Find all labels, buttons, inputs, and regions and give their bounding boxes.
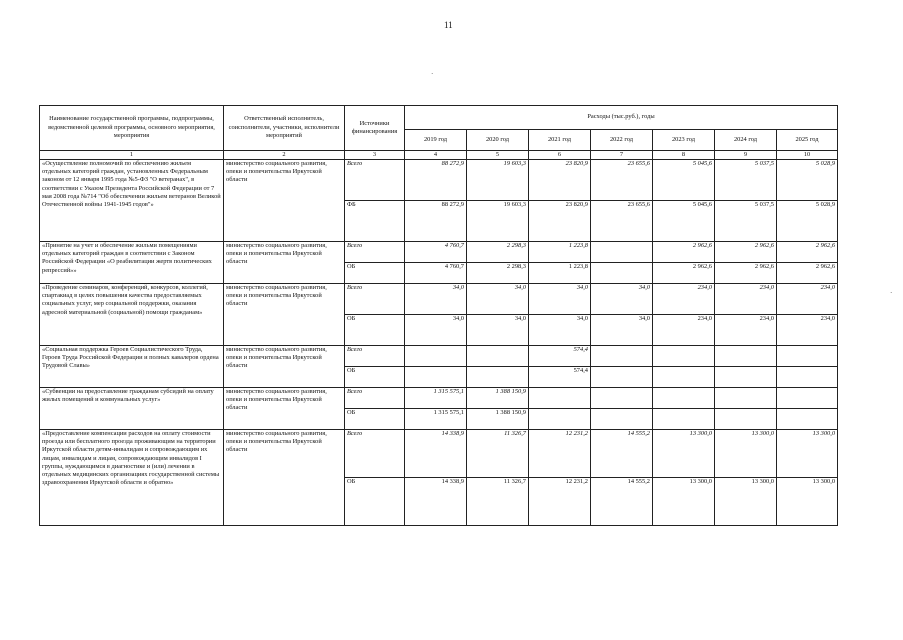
column-number: 9	[715, 151, 777, 160]
expense-budget-value: 12 231,2	[529, 478, 591, 526]
executor: министерство социального развития, опеки и попечительства Иркутской области	[224, 430, 345, 526]
expense-budget-value: 234,0	[777, 315, 838, 346]
expense-budget-value	[653, 409, 715, 430]
table-row	[40, 430, 838, 478]
expense-total-value	[777, 388, 838, 409]
table-row	[40, 160, 838, 201]
expense-budget-value: 13 300,0	[715, 478, 777, 526]
expense-budget-value	[591, 409, 653, 430]
expense-budget-value: 14 555,2	[591, 478, 653, 526]
executor: министерство социального развития, опеки и попечительства Иркутской области	[224, 388, 345, 430]
expense-total-value: 1 388 150,9	[467, 388, 529, 409]
expense-budget-value	[467, 367, 529, 388]
expense-total-value: 13 300,0	[777, 430, 838, 478]
table-row	[40, 346, 838, 367]
expense-total-value: 5 045,6	[653, 160, 715, 201]
header-expenses: Расходы (тыс.руб.), годы	[405, 106, 838, 130]
expense-total-value	[405, 346, 467, 367]
header-year: 2024 год	[715, 130, 777, 151]
expense-budget-value: 4 760,7	[405, 263, 467, 284]
expense-total-value: 2 962,6	[653, 242, 715, 263]
scan-dot-side: ·	[890, 289, 893, 297]
expense-total-value	[777, 346, 838, 367]
measure-name: «Социальная поддержка Героев Социалистического Труда, Героев Труда Российской Федерации и полных кавалеров ордена Трудовой Славы»	[40, 346, 224, 388]
funding-source-budget: ФБ	[345, 201, 405, 242]
funding-source-total: Всего	[345, 388, 405, 409]
funding-source-total: Всего	[345, 284, 405, 315]
expense-total-value: 574,4	[529, 346, 591, 367]
expense-total-value: 4 760,7	[405, 242, 467, 263]
expense-total-value	[467, 346, 529, 367]
funding-source-total: Всего	[345, 346, 405, 367]
expense-budget-value	[777, 367, 838, 388]
funding-source-budget: ОБ	[345, 409, 405, 430]
expense-total-value: 23 820,9	[529, 160, 591, 201]
expense-budget-value: 2 962,6	[777, 263, 838, 284]
expense-budget-value: 5 028,9	[777, 201, 838, 242]
expense-total-value: 19 603,3	[467, 160, 529, 201]
expense-budget-value	[529, 409, 591, 430]
expense-budget-value: 14 338,9	[405, 478, 467, 526]
scan-dot: ·	[431, 70, 434, 78]
expense-total-value: 14 555,2	[591, 430, 653, 478]
expense-total-value: 2 298,3	[467, 242, 529, 263]
expense-budget-value: 13 300,0	[777, 478, 838, 526]
expense-budget-value	[777, 409, 838, 430]
measure-name: «Предоставление компенсации расходов на оплату стоимости проезда или бесплатного проезда проживающим на территории Иркутской области детям-инвалидам и сопровождающим их лицам, инвалидам и лицам, сопровождающим инвалидов I группы, нуждающимся в диагностике и (или) лечении в отдельных медицинских организациях государственной системы здравоохранения Иркутской области и обратно»	[40, 430, 224, 526]
expense-total-value: 34,0	[467, 284, 529, 315]
expense-total-value: 1 223,8	[529, 242, 591, 263]
expense-budget-value: 34,0	[529, 315, 591, 346]
expense-total-value	[653, 346, 715, 367]
executor: министерство социального развития, опеки и попечительства Иркутской области	[224, 160, 345, 242]
expense-budget-value: 2 298,3	[467, 263, 529, 284]
expense-budget-value	[715, 409, 777, 430]
expense-budget-value: 234,0	[653, 315, 715, 346]
expense-budget-value: 1 223,8	[529, 263, 591, 284]
executor: министерство социального развития, опеки и попечительства Иркутской области	[224, 284, 345, 346]
expense-budget-value: 2 962,6	[715, 263, 777, 284]
expense-total-value: 1 315 575,1	[405, 388, 467, 409]
expense-total-value: 5 037,5	[715, 160, 777, 201]
expense-total-value	[653, 388, 715, 409]
funding-source-budget: ОБ	[345, 263, 405, 284]
table-row	[40, 388, 838, 409]
expense-budget-value: 1 315 575,1	[405, 409, 467, 430]
expense-budget-value	[405, 367, 467, 388]
expense-total-value	[529, 388, 591, 409]
expense-total-value: 34,0	[591, 284, 653, 315]
header-funding-source: Источники финансирования	[345, 106, 405, 151]
expense-budget-value: 5 037,5	[715, 201, 777, 242]
expense-budget-value	[591, 263, 653, 284]
column-number: 7	[591, 151, 653, 160]
measure-name: «Осуществление полномочий по обеспечению жильем отдельных категорий граждан, установленных Федеральным законом от 12 января 1995 года №5-ФЗ "О ветеранах", в соответствии с Указом Президента Российской Федерации от 7 мая 2008 года №714 "Об обеспечении жильем ветеранов Великой Отечественной войны 1941-1945 годов"»	[40, 160, 224, 242]
expense-budget-value: 19 603,3	[467, 201, 529, 242]
table-row	[40, 242, 838, 263]
column-number: 2	[224, 151, 345, 160]
measure-name: «Принятие на учет и обеспечение жильми помещениями отдельных категорий граждан в соответствии с Законом Российской Федерации «О реабилитации жертв политических репрессий»»	[40, 242, 224, 284]
header-year: 2020 год	[467, 130, 529, 151]
expenses-table	[39, 105, 838, 526]
column-number: 10	[777, 151, 838, 160]
expense-total-value: 2 962,6	[715, 242, 777, 263]
expense-total-value: 13 300,0	[653, 430, 715, 478]
funding-source-budget: ОБ	[345, 478, 405, 526]
expense-total-value: 234,0	[715, 284, 777, 315]
column-number: 6	[529, 151, 591, 160]
expense-total-value: 12 231,2	[529, 430, 591, 478]
column-number: 3	[345, 151, 405, 160]
expense-budget-value	[653, 367, 715, 388]
expense-total-value: 23 655,6	[591, 160, 653, 201]
header-year: 2022 год	[591, 130, 653, 151]
page-number: 11	[444, 20, 453, 30]
header-program-name: Наименование государственной программы, подпрограммы, ведомственной целевой программы, основного мероприятия, мероприятия	[40, 106, 224, 151]
expense-total-value: 234,0	[777, 284, 838, 315]
header-year: 2025 год	[777, 130, 838, 151]
measure-name: «Субвенции на предоставление гражданам субсидий на оплату жилых помещений и коммунальных услуг»	[40, 388, 224, 430]
expense-total-value: 11 326,7	[467, 430, 529, 478]
expense-budget-value: 34,0	[591, 315, 653, 346]
expense-budget-value: 88 272,9	[405, 201, 467, 242]
expense-budget-value: 234,0	[715, 315, 777, 346]
expense-budget-value: 574,4	[529, 367, 591, 388]
expense-total-value	[591, 346, 653, 367]
header-year: 2019 год	[405, 130, 467, 151]
funding-source-total: Всего	[345, 430, 405, 478]
expense-total-value	[715, 388, 777, 409]
expense-budget-value: 23 655,6	[591, 201, 653, 242]
header-year: 2021 год	[529, 130, 591, 151]
expense-total-value: 14 338,9	[405, 430, 467, 478]
header-executor: Ответственный исполнитель, соисполнители, участники, исполнители мероприятий	[224, 106, 345, 151]
funding-source-total: Всего	[345, 160, 405, 201]
column-number: 5	[467, 151, 529, 160]
expense-budget-value: 13 300,0	[653, 478, 715, 526]
expense-budget-value	[591, 367, 653, 388]
executor: министерство социального развития, опеки и попечительства Иркутской области	[224, 242, 345, 284]
expense-total-value: 34,0	[529, 284, 591, 315]
expense-budget-value: 23 820,9	[529, 201, 591, 242]
expense-total-value: 13 300,0	[715, 430, 777, 478]
expense-total-value: 5 028,9	[777, 160, 838, 201]
expense-budget-value: 2 962,6	[653, 263, 715, 284]
executor: министерство социального развития, опеки и попечительства Иркутской области	[224, 346, 345, 388]
funding-source-total: Всего	[345, 242, 405, 263]
expense-budget-value: 34,0	[467, 315, 529, 346]
expense-budget-value: 11 326,7	[467, 478, 529, 526]
expense-budget-value	[715, 367, 777, 388]
column-number: 8	[653, 151, 715, 160]
header-year: 2023 год	[653, 130, 715, 151]
funding-source-budget: ОБ	[345, 315, 405, 346]
column-number: 4	[405, 151, 467, 160]
expense-total-value: 2 962,6	[777, 242, 838, 263]
funding-source-budget: ОБ	[345, 367, 405, 388]
expense-budget-value: 34,0	[405, 315, 467, 346]
measure-name: «Проведение семинаров, конференций, конкурсов, коллегий, спартакиад в целях повышения качества предоставляемых социальных услуг, мер социальной поддержки, оказания адресной материальной (социальной) помощи гражданам»	[40, 284, 224, 346]
expense-budget-value: 5 045,6	[653, 201, 715, 242]
column-number: 1	[40, 151, 224, 160]
table-row	[40, 284, 838, 315]
expense-total-value: 34,0	[405, 284, 467, 315]
expense-budget-value: 1 388 150,9	[467, 409, 529, 430]
expense-total-value: 88 272,9	[405, 160, 467, 201]
expense-total-value	[591, 242, 653, 263]
expense-total-value: 234,0	[653, 284, 715, 315]
expense-total-value	[591, 388, 653, 409]
expense-total-value	[715, 346, 777, 367]
